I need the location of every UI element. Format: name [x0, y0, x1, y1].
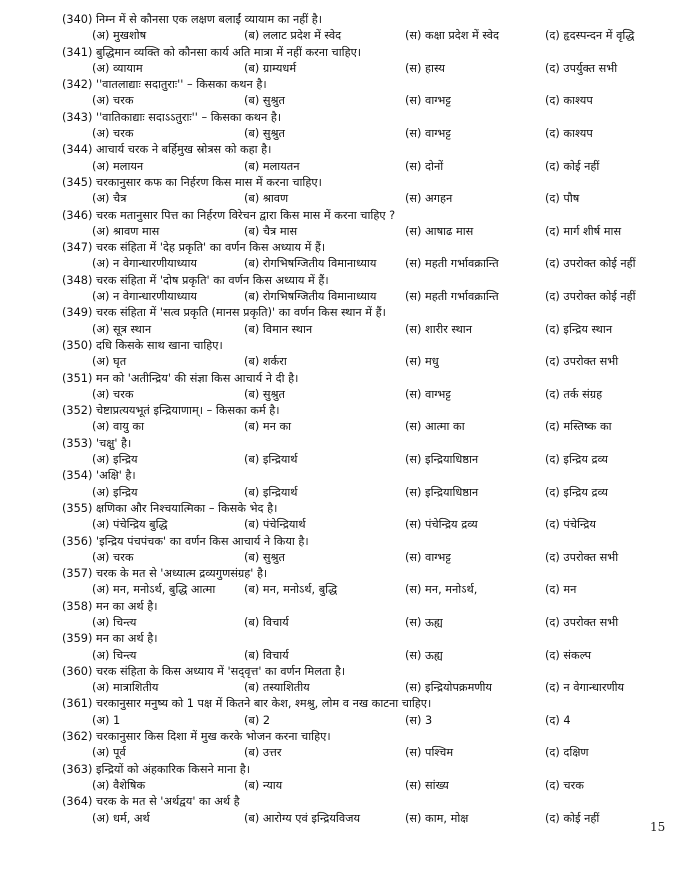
- question-item: [62, 664, 662, 697]
- option-d: (द) मार्ग शीर्ष मास: [545, 224, 622, 238]
- option-b: (ब) इन्द्रियार्थ: [244, 453, 298, 467]
- option-b: (ब) मन, मनोऽर्थ, बुद्धि: [244, 583, 338, 597]
- option-d: (द) उपर्युक्त सभी: [545, 61, 618, 75]
- option-b: (ब) तस्याशितीय: [244, 681, 310, 695]
- question-item: [62, 175, 662, 208]
- question-text: (347) चरक संहिता में 'देह प्रकृति' का वर्णन किस अध्याय में हैं।: [62, 241, 326, 255]
- question-item: [62, 794, 662, 827]
- option-c: (स) काम, मोक्ष: [405, 811, 469, 825]
- question-item: [62, 729, 662, 762]
- question-item: [62, 534, 662, 567]
- answer-options: [62, 191, 662, 207]
- option-b: (ब) विचार्य: [244, 648, 289, 662]
- option-d: (द) न वेगान्धारणीय: [545, 681, 625, 695]
- option-a: (अ) धर्म, अर्थ: [92, 811, 150, 825]
- option-c: (स) महती गर्भावक्रान्ति: [405, 257, 499, 271]
- question-item: [62, 240, 662, 273]
- option-b: (ब) चैत्र मास: [244, 224, 298, 238]
- option-b: (ब) शर्करा: [244, 355, 287, 369]
- option-b: (ब) विचार्य: [244, 615, 289, 629]
- question-item: [62, 305, 662, 338]
- question-item: [62, 371, 662, 404]
- question-text: (360) चरक संहिता के किस अध्याय में 'सद्‌वृत्त' का वर्णन मिलता है।: [62, 664, 346, 678]
- question-item: [62, 273, 662, 306]
- question-text: (358) मन का अर्थ है।: [62, 599, 158, 613]
- option-d: (द) कोई नहीं: [545, 159, 600, 173]
- option-c: (स) वाग्भट्ट: [405, 94, 451, 108]
- question-item: [62, 762, 662, 795]
- option-d: (द) पौष: [545, 192, 580, 206]
- answer-options: [62, 615, 662, 631]
- option-c: (स) पंचेन्द्रिय द्रव्य: [405, 518, 478, 532]
- question-text: (356) 'इन्द्रिय पंचपंचक' का वर्णन किस आचार्य ने किया है।: [62, 534, 309, 548]
- question-item: [62, 566, 662, 599]
- option-d: (द) उपरोक्त सभी: [545, 550, 619, 564]
- option-d: (द) 4: [545, 713, 571, 727]
- option-a: (अ) इन्द्रिय: [92, 453, 138, 467]
- answer-options: [62, 550, 662, 566]
- question-item: [62, 436, 662, 469]
- option-a: (अ) वायु का: [92, 420, 144, 434]
- answer-options: [62, 93, 662, 109]
- answer-options: [62, 778, 662, 794]
- question-text: (355) क्षणिका और निश्चयात्मिका – किसके भेद है।: [62, 501, 278, 515]
- option-d: (द) उपरोक्त कोई नहीं: [545, 290, 636, 304]
- question-item: [62, 110, 662, 143]
- option-b: (ब) रोगभिषग्जितीय विमानाध्याय: [244, 290, 377, 304]
- option-c: (स) वाग्भट्ट: [405, 550, 451, 564]
- question-item: [62, 338, 662, 371]
- option-a: (अ) श्रावण मास: [92, 224, 160, 238]
- question-item: [62, 696, 662, 729]
- question-text: (363) इन्द्रियों को अंहकारिक किसने माना है।: [62, 762, 251, 776]
- answer-options: [62, 256, 662, 272]
- answer-options: [62, 745, 662, 761]
- option-c: (स) मधु: [405, 355, 439, 369]
- option-c: (स) ऊह्य: [405, 648, 443, 662]
- option-b: (ब) इन्द्रियार्थ: [244, 485, 298, 499]
- option-d: (द) संकल्प: [545, 648, 591, 662]
- question-text: (344) आचार्य चरक ने बर्हिमुख स्रोत्रस को कहा है।: [62, 143, 272, 157]
- page-number: 15: [650, 820, 666, 834]
- question-item: [62, 208, 662, 241]
- option-c: (स) पश्चिम: [405, 746, 454, 760]
- option-c: (स) अगहन: [405, 192, 453, 206]
- option-d: (द) कोई नहीं: [545, 811, 600, 825]
- option-d: (द) तर्क संग्रह: [545, 387, 603, 401]
- option-a: (अ) वैशेषिक: [92, 778, 146, 792]
- question-text: (359) मन का अर्थ है।: [62, 632, 158, 646]
- option-c: (स) आत्मा का: [405, 420, 465, 434]
- option-b: (ब) सुश्रुत: [244, 127, 285, 141]
- answer-options: [62, 648, 662, 664]
- option-b: (ब) न्याय: [244, 778, 283, 792]
- option-d: (द) चरक: [545, 778, 584, 792]
- option-a: (अ) चरक: [92, 127, 134, 141]
- answer-options: [62, 28, 662, 44]
- option-b: (ब) पंचेन्द्रियार्थ: [244, 518, 306, 532]
- option-a: (अ) घृत: [92, 355, 127, 369]
- option-b: (ब) सुश्रुत: [244, 550, 285, 564]
- option-a: (अ) चरक: [92, 550, 134, 564]
- option-c: (स) 3: [405, 713, 433, 727]
- question-text: (350) दधि किसके साथ खाना चाहिए।: [62, 338, 223, 352]
- answer-options: [62, 289, 662, 305]
- option-c: (स) महती गर्भावक्रान्ति: [405, 290, 499, 304]
- option-d: (द) दक्षिण: [545, 746, 589, 760]
- question-text: (343) ''वातिकाद्याः सदाऽऽतुराः'' – किसका कथन है।: [62, 110, 282, 124]
- question-item: [62, 631, 662, 664]
- option-a: (अ) चिन्त्य: [92, 648, 137, 662]
- option-d: (द) हृदस्पन्दन में वृद्धि: [545, 29, 635, 43]
- answer-options: [62, 419, 662, 435]
- question-item: [62, 403, 662, 436]
- option-c: (स) वाग्भट्ट: [405, 127, 451, 141]
- option-a: (अ) सूत्र स्थान: [92, 322, 152, 336]
- answer-options: [62, 485, 662, 501]
- option-b: (ब) सुश्रुत: [244, 94, 285, 108]
- question-item: [62, 468, 662, 501]
- option-a: (अ) चैत्र: [92, 192, 127, 206]
- question-list: [62, 12, 662, 827]
- option-b: (ब) मन का: [244, 420, 292, 434]
- question-text: (345) चरकानुसार कफ का निर्हरण किस मास में करना चाहिए।: [62, 175, 322, 189]
- question-item: [62, 45, 662, 78]
- option-b: (ब) श्रावण: [244, 192, 289, 206]
- question-text: (351) मन को 'अतीन्द्रिय' की संज्ञा किस आचार्य ने दी है।: [62, 371, 299, 385]
- question-item: [62, 501, 662, 534]
- option-a: (अ) मात्राशितीय: [92, 681, 159, 695]
- option-b: (ब) 2: [244, 713, 271, 727]
- option-c: (स) इन्द्रियाधिष्ठान: [405, 485, 479, 499]
- answer-options: [62, 61, 662, 77]
- option-a: (अ) चरक: [92, 94, 134, 108]
- option-c: (स) आषाढ मास: [405, 224, 474, 238]
- question-text: (362) चरकानुसार किस दिशा में मुख करके भोजन करना चाहिए।: [62, 730, 331, 744]
- option-b: (ब) मलायतन: [244, 159, 300, 173]
- option-a: (अ) चिन्त्य: [92, 615, 137, 629]
- question-text: (340) निम्न में से कौनसा एक लक्षण बलाईं व्यायाम का नहीं है।: [62, 13, 323, 26]
- option-d: (द) इन्द्रिय द्रव्य: [545, 485, 608, 499]
- option-b: (ब) उत्तर: [244, 746, 282, 760]
- answer-options: [62, 811, 662, 827]
- question-text: (364) चरक के मत से 'अर्थद्वय' का अर्थ है: [62, 795, 240, 809]
- question-text: (342) ''वातलाद्याः सदातुराः'' – किसका कथन है।: [62, 78, 267, 92]
- option-c: (स) वाग्भट्ट: [405, 387, 451, 401]
- option-d: (द) काश्यप: [545, 94, 593, 108]
- question-text: (357) चरक के मत से 'अध्यात्म द्रव्यगुणसंग्रह' है।: [62, 567, 268, 581]
- option-b: (ब) ग्राम्यधर्म: [244, 61, 297, 75]
- answer-options: [62, 582, 662, 598]
- option-a: (अ) मलायन: [92, 159, 144, 173]
- option-c: (स) दोनों: [405, 159, 444, 173]
- answer-options: [62, 224, 662, 240]
- option-d: (द) मस्तिष्क का: [545, 420, 612, 434]
- answer-options: [62, 354, 662, 370]
- answer-options: [62, 713, 662, 729]
- answer-options: [62, 452, 662, 468]
- option-b: (ब) रोगभिषग्जितीय विमानाध्याय: [244, 257, 377, 271]
- option-a: (अ) इन्द्रिय: [92, 485, 138, 499]
- option-c: (स) ऊह्य: [405, 615, 443, 629]
- answer-options: [62, 387, 662, 403]
- question-text: (341) बुद्धिमान व्यक्ति को कौनसा कार्य अति मात्रा में नहीं करना चाहिए।: [62, 45, 362, 59]
- option-a: (अ) मन, मनोऽर्थ, बुद्धि आत्मा: [92, 583, 216, 597]
- option-a: (अ) व्यायाम: [92, 61, 143, 75]
- option-d: (द) इन्द्रिय स्थान: [545, 322, 613, 336]
- option-c: (स) सांख्य: [405, 778, 449, 792]
- question-item: [62, 12, 662, 45]
- answer-options: [62, 322, 662, 338]
- option-d: (द) मन: [545, 583, 577, 597]
- question-text: (352) चेष्टाप्रत्ययभूतं इन्द्रियाणाम्। – किसका कर्म है।: [62, 404, 280, 418]
- option-d: (द) उपरोक्त सभी: [545, 615, 619, 629]
- option-a: (अ) चरक: [92, 387, 134, 401]
- option-c: (स) इन्द्रियाधिष्ठान: [405, 453, 479, 467]
- question-text: (349) चरक संहिता में 'सत्व प्रकृति (मानस प्रकृति)' का वर्णन किस स्थान में हैं।: [62, 306, 386, 320]
- option-b: (ब) ललाट प्रदेश में स्वेद: [244, 29, 342, 43]
- question-text: (348) चरक संहिता में 'दोष प्रकृति' का वर्णन किस अध्याय में हैं।: [62, 273, 329, 287]
- option-a: (अ) पूर्व: [92, 746, 126, 760]
- option-c: (स) हास्य: [405, 61, 445, 75]
- answer-options: [62, 159, 662, 175]
- option-a: (अ) मुखशोष: [92, 29, 147, 43]
- option-b: (ब) आरोग्य एवं इन्द्रियविजय: [244, 811, 361, 825]
- question-text: (354) 'अक्षि' है।: [62, 469, 136, 483]
- answer-options: [62, 517, 662, 533]
- option-a: (अ) पंचेन्द्रिय बुद्धि: [92, 518, 168, 532]
- question-item: [62, 142, 662, 175]
- option-c: (स) मन, मनोऽर्थ,: [405, 583, 478, 597]
- option-c: (स) कक्षा प्रदेश में स्वेद: [405, 29, 500, 43]
- option-c: (स) इन्द्रियोपक्रमणीय: [405, 681, 492, 695]
- option-c: (स) शारीर स्थान: [405, 322, 472, 336]
- option-d: (द) उपरोक्त कोई नहीं: [545, 257, 636, 271]
- question-item: [62, 599, 662, 632]
- question-text: (353) 'चक्षु' है।: [62, 436, 132, 450]
- option-a: (अ) 1: [92, 713, 121, 727]
- option-b: (ब) सुश्रुत: [244, 387, 285, 401]
- option-d: (द) पंचेन्द्रिय: [545, 518, 596, 532]
- answer-options: [62, 680, 662, 696]
- question-item: [62, 77, 662, 110]
- question-text: (346) चरक मतानुसार पित्त का निर्हरण विरेचन द्वारा किस मास में करना चाहिए ?: [62, 208, 396, 222]
- option-d: (द) काश्यप: [545, 127, 593, 141]
- option-d: (द) उपरोक्त सभी: [545, 355, 619, 369]
- option-a: (अ) न वेगान्धारणीयाध्याय: [92, 257, 197, 271]
- option-d: (द) इन्द्रिय द्रव्य: [545, 453, 608, 467]
- question-text: (361) चरकानुसार मनुष्य को 1 पक्ष में कितने बार केश, श्मश्रु, लोम व नख काटना चाहिए।: [62, 697, 432, 711]
- option-a: (अ) न वेगान्धारणीयाध्याय: [92, 290, 197, 304]
- answer-options: [62, 126, 662, 142]
- option-b: (ब) विमान स्थान: [244, 322, 313, 336]
